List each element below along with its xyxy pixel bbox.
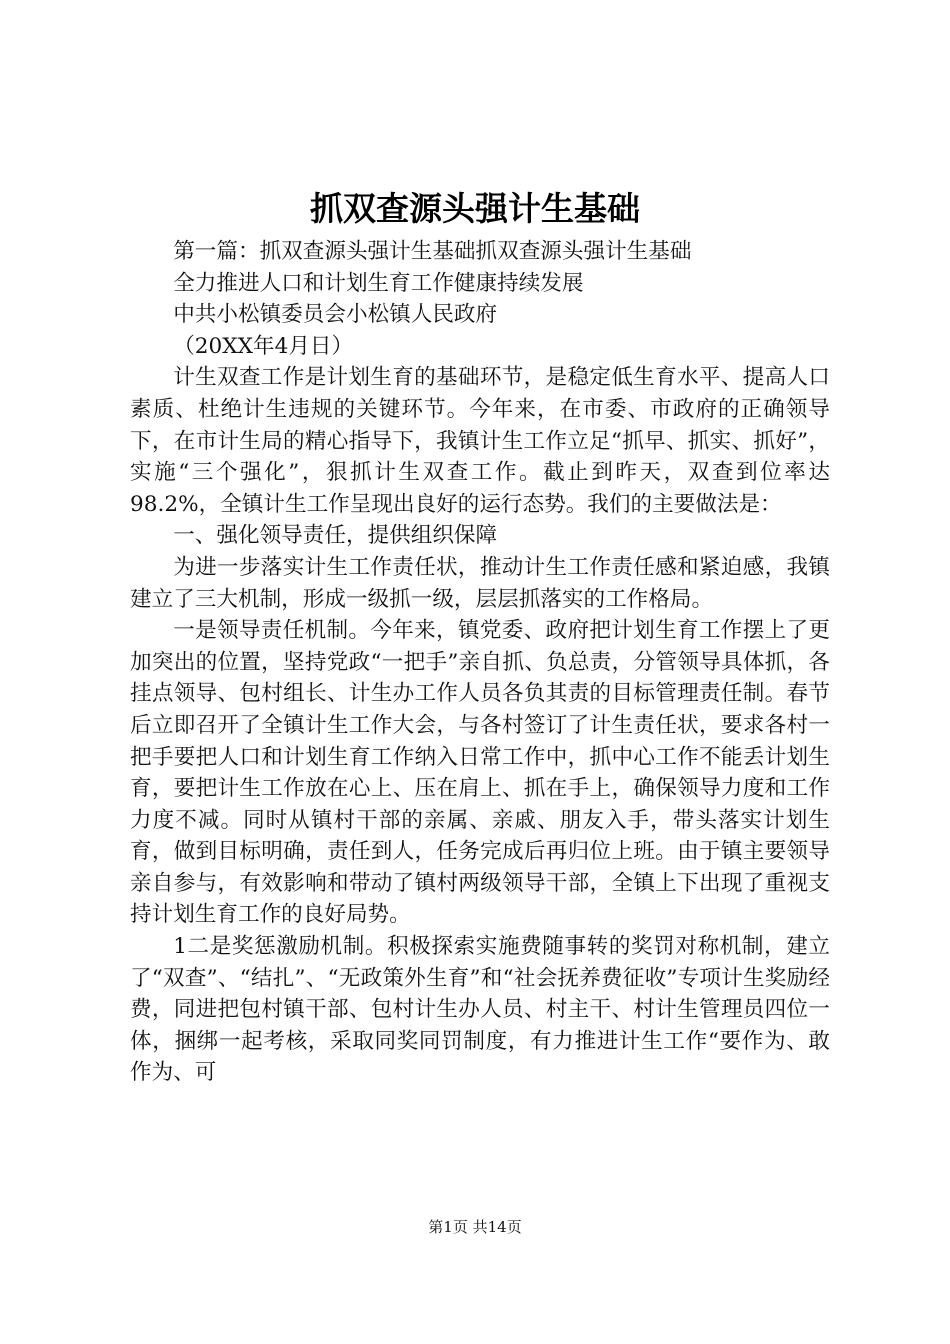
document-body	[130, 236, 830, 1089]
subtitle-line: 全力推进人口和计划生育工作健康持续发展	[173, 270, 584, 296]
body-paragraph: 1二是奖惩激励机制。积极探索实施费随事转的奖罚对称机制，建立了“双查”、“结扎”、“无政策外生育”和“社会抚养费征收”专项计生奖励经费，同进把包村镇干部、包村计生办人员、村主干、村计生管理员四位一体，捆绑一起考核，采取同奖同罚制度，有力推进计生工作“要作为、敢作为、可	[130, 934, 830, 1086]
author-line: 中共小松镇委员会小松镇人民政府	[173, 302, 498, 328]
section-heading: 一、强化领导责任，提供组织保障	[173, 523, 498, 549]
subtitle-line: 第一篇：抓双查源头强计生基础抓双查源头强计生基础	[173, 239, 692, 264]
body-paragraph: 计生双查工作是计划生育的基础环节，是稳定低生育水平、提高人口素质、杜绝计生违规的关键环节。今年来，在市委、市政府的正确领导下，在市计生局的精心指导下，我镇计生工作立足“抓早、抓实、抓好”，实施“三个强化”，狠抓计生双查工作。截止到昨天，双查到位率达98.2%，全镇计生工作呈现出良好的运行态势。我们的主要做法是：	[130, 365, 830, 517]
date-line: （20XX年4月日）	[173, 333, 354, 359]
page-number: 第1页 共14页	[428, 1218, 522, 1236]
document-title: 抓双查源头强计生基础	[310, 189, 640, 228]
body-paragraph: 一是领导责任机制。今年来，镇党委、政府把计划生育工作摆上了更加突出的位置，坚持党政“一把手”亲自抓、负总责，分管领导具体抓，各挂点领导、包村组长、计生办工作人员各负其责的目标管理责任制。春节后立即召开了全镇计生工作大会，与各村签订了计生责任状，要求各村一把手要把人口和计划生育工作纳入日常工作中，抓中心工作不能丢计划生育，要把计生工作放在心上、压在肩上、抓在手上，确保领导力度和工作力度不减。同时从镇村干部的亲属、亲戚、朋友入手，带头落实计划生育，做到目标明确，责任到人，任务完成后再归位上班。由于镇主要领导亲自参与，有效影响和带动了镇村两级领导干部，全镇上下出现了重视支持计划生育工作的良好局势。	[130, 618, 830, 928]
body-paragraph: 为进一步落实计生工作责任状，推动计生工作责任感和紧迫感，我镇建立了三大机制，形成一级抓一级，层层抓落实的工作格局。	[130, 554, 830, 612]
